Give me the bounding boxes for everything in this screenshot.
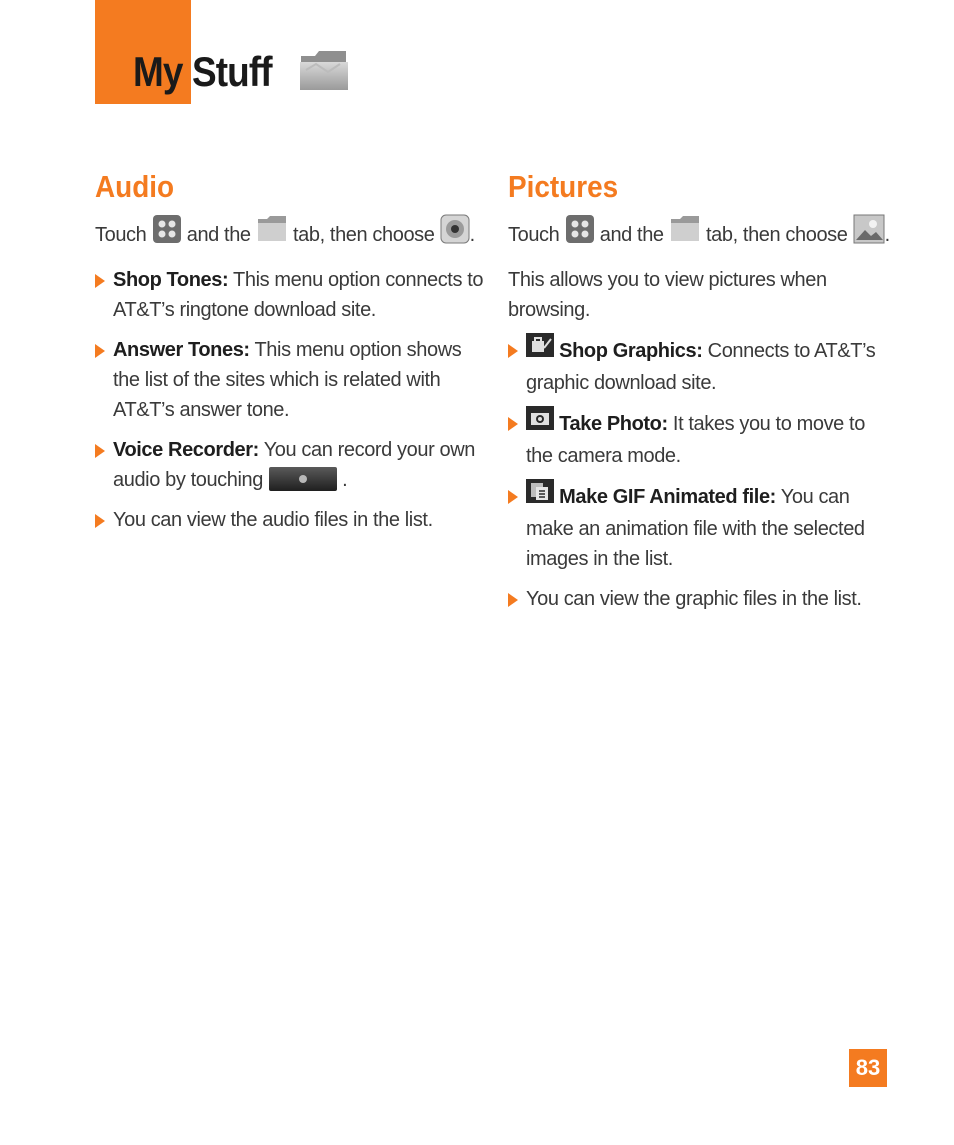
pictures-icon — [853, 214, 885, 253]
description-text: This allows you to view pictures when — [508, 269, 827, 291]
audio-speaker-icon — [440, 214, 470, 253]
intro-text: and the — [186, 223, 251, 246]
audio-intro — [95, 216, 480, 255]
item-text: This menu option shows — [254, 339, 462, 361]
item-label: Voice Recorder: — [113, 439, 259, 461]
item-text: make an animation file with the selected — [526, 518, 865, 540]
item-text: AT&T’s answer tone. — [113, 399, 290, 421]
pictures-description — [508, 265, 898, 325]
shop-graphics-icon — [526, 333, 554, 366]
my-stuff-tab-icon — [669, 215, 701, 252]
item-text: the camera mode. — [526, 445, 681, 467]
item-label: Shop Graphics: — [559, 339, 703, 362]
list-item-shop-tones — [95, 265, 484, 325]
page-title: My Stuff — [133, 48, 272, 95]
camera-icon — [526, 406, 554, 439]
pictures-section — [508, 168, 898, 624]
intro-text: Touch — [95, 223, 147, 246]
item-text: audio by touching — [113, 469, 263, 491]
record-button-icon — [269, 467, 337, 491]
item-label: Answer Tones: — [113, 339, 250, 361]
item-text: the list of the sites which is related with — [113, 369, 441, 391]
intro-text: tab, then choose — [706, 223, 848, 246]
list-item-view-graphics — [508, 584, 898, 614]
item-text: This menu option connects to — [233, 269, 484, 291]
intro-text: tab, then choose — [293, 223, 435, 246]
item-text: It takes you to move to — [672, 412, 865, 435]
pictures-heading: Pictures — [508, 169, 619, 204]
audio-section — [95, 168, 484, 545]
list-item-voice-recorder — [95, 435, 480, 495]
item-text: images in the list. — [526, 548, 673, 570]
list-item-view-audio — [95, 505, 480, 535]
menu-grid-icon — [152, 214, 182, 253]
bullet-arrow-icon — [508, 490, 518, 504]
page-number: 83 — [849, 1049, 887, 1087]
item-label: Shop Tones: — [113, 269, 229, 291]
list-item-shop-graphics — [508, 335, 898, 398]
intro-text: . — [469, 223, 475, 246]
audio-heading: Audio — [95, 169, 175, 204]
item-text: AT&T’s ringtone download site. — [113, 299, 376, 321]
bullet-arrow-icon — [508, 593, 518, 607]
list-item-answer-tones — [95, 335, 480, 425]
bullet-arrow-icon — [95, 344, 105, 358]
bullet-arrow-icon — [95, 274, 105, 288]
item-text: You can — [780, 485, 850, 508]
intro-text: and the — [599, 223, 664, 246]
bullet-arrow-icon — [95, 444, 105, 458]
item-text: You can view the graphic files in the list. — [526, 588, 862, 610]
bullet-arrow-icon — [508, 417, 518, 431]
item-text: You can view the audio files in the list. — [113, 509, 433, 531]
item-text: . — [342, 469, 348, 491]
item-text: graphic download site. — [526, 372, 717, 394]
item-label: Take Photo: — [559, 412, 668, 435]
description-text: browsing. — [508, 299, 590, 321]
item-label: Make GIF Animated file: — [559, 485, 776, 508]
gif-animation-icon — [526, 479, 554, 512]
intro-text: Touch — [508, 223, 560, 246]
list-item-take-photo — [508, 408, 898, 471]
bullet-arrow-icon — [95, 514, 105, 528]
item-text: You can record your own — [263, 439, 476, 461]
my-stuff-tab-icon — [256, 215, 288, 252]
menu-grid-icon — [565, 214, 595, 253]
intro-text: . — [884, 223, 890, 246]
item-text: Connects to AT&T’s — [707, 339, 876, 362]
pictures-intro — [508, 216, 898, 255]
bullet-arrow-icon — [508, 344, 518, 358]
folder-icon — [298, 48, 350, 94]
list-item-make-gif — [508, 481, 898, 574]
